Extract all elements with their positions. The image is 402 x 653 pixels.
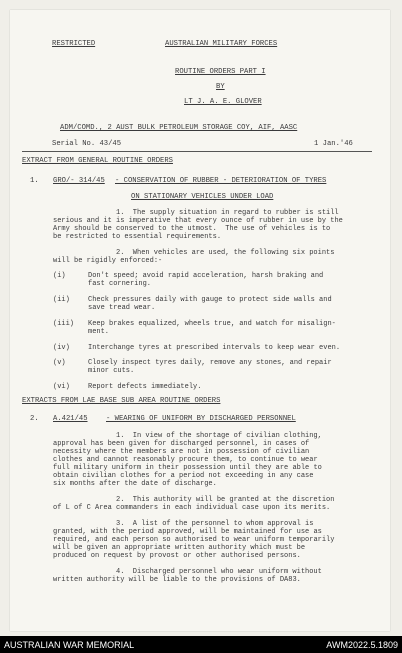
point-iv-line1: Interchange tyres at prescribed intervals to keep wear even. bbox=[88, 344, 341, 352]
section1-title-line1: - CONSERVATION OF RUBBER - DETERIORATION OF TYRES bbox=[115, 177, 327, 185]
orders-title: ROUTINE ORDERS PART I bbox=[175, 68, 266, 76]
section1-title-line2: ON STATIONARY VEHICLES UNDER LOAD bbox=[131, 193, 274, 201]
s1-p1-l2: serious and it is imperative that every ounce of rubber in use by the bbox=[53, 217, 343, 225]
s2-p1-l7: six months after the date of discharge. bbox=[53, 480, 217, 488]
point-i-line2: fast cornering. bbox=[88, 280, 152, 288]
serial-number: Serial No. 43/45 bbox=[52, 140, 122, 148]
archive-footer bbox=[0, 636, 402, 653]
s2-p3-l4: will be given an appropriate written authority which must be bbox=[53, 544, 306, 552]
s2-p2-l1: 2. This authority will be granted at the discretion bbox=[116, 496, 335, 504]
point-v-line1: Closely inspect tyres daily, remove any stones, and repair bbox=[88, 359, 332, 367]
forces-title: AUSTRALIAN MILITARY FORCES bbox=[165, 40, 278, 48]
footer-accession-number: AWM2022.5.1809 bbox=[326, 640, 398, 650]
s2-p3-l1: 3. A list of the personnel to whom approval is bbox=[116, 520, 314, 528]
point-v-number: (v) bbox=[53, 359, 66, 367]
s2-p4-l2: written authority will be liable to the provisions of DA83. bbox=[53, 576, 301, 584]
s2-p2-l2: of L of C Area commanders in each individual case upon its merits. bbox=[53, 504, 331, 512]
section2-title: - WEARING OF UNIFORM BY DISCHARGED PERSONNEL bbox=[106, 415, 296, 423]
section2-ref: A.421/45 bbox=[53, 415, 88, 423]
point-iii-number: (iii) bbox=[53, 320, 75, 328]
point-iii-line1: Keep brakes equalized, wheels true, and watch for misalign- bbox=[88, 320, 336, 328]
s1-p1-l3: Army should be conserved to the utmost. The use of vehicles is to bbox=[53, 225, 331, 233]
footer-institution: AUSTRALIAN WAR MEMORIAL bbox=[4, 640, 135, 650]
point-vi-number: (vi) bbox=[53, 383, 70, 391]
order-date: 1 Jan.'46 bbox=[314, 140, 353, 148]
point-ii-line2: save tread wear. bbox=[88, 304, 156, 312]
section1-heading: EXTRACT FROM GENERAL ROUTINE ORDERS bbox=[22, 157, 173, 165]
s2-p1-l6: obtain civilian clothes for a period not exceeding in any case bbox=[53, 472, 314, 480]
s1-p1-l4: be restricted to essential requirements. bbox=[53, 233, 222, 241]
s1-p1-l1: 1. The supply situation in regard to rubber is still bbox=[116, 209, 339, 217]
s1-p2-l1: 2. When vehicles are used, the following six points bbox=[116, 249, 335, 257]
section2-number: 2. bbox=[30, 415, 39, 423]
s2-p4-l1: 4. Discharged personnel who wear uniform without bbox=[116, 568, 322, 576]
section1-number: 1. bbox=[30, 177, 39, 185]
point-ii-line1: Check pressures daily with gauge to protect side walls and bbox=[88, 296, 332, 304]
s1-p2-l2: will be rigidly enforced:- bbox=[53, 257, 163, 265]
s2-p1-l5: full military uniform in their possession until they are able to bbox=[53, 464, 322, 472]
s2-p1-l3: necessity where the members are not in possession of civilian bbox=[53, 448, 310, 456]
point-v-line2: minor cuts. bbox=[88, 367, 135, 375]
point-vi-line1: Report defects immediately. bbox=[88, 383, 202, 391]
s2-p1-l1: 1. In view of the shortage of civilian clothing, bbox=[116, 432, 322, 440]
s2-p1-l4: clothes and cannot reasonably procure them, to continue to wear bbox=[53, 456, 318, 464]
officer-name: LT J. A. E. GLOVER bbox=[184, 98, 262, 106]
point-iv-number: (iv) bbox=[53, 344, 70, 352]
unit-line: ADM/COMD., 2 AUST BULK PETROLEUM STORAGE COY, AIF, AASC bbox=[60, 124, 298, 132]
s2-p1-l2: approval has been given for discharged personnel, in cases of bbox=[53, 440, 310, 448]
point-i-number: (i) bbox=[53, 272, 66, 280]
s2-p3-l3: required, and each person so authorised to wear uniform temporarily bbox=[53, 536, 335, 544]
s2-p3-l2: granted, with the period approved, will be maintained for use as bbox=[53, 528, 322, 536]
point-iii-line2: ment. bbox=[88, 328, 110, 336]
by-label: BY bbox=[216, 83, 225, 91]
s2-p3-l5: produced on request by provost or other authorised persons. bbox=[53, 552, 301, 560]
header-divider bbox=[22, 151, 372, 152]
restricted-label: RESTRICTED bbox=[52, 40, 96, 48]
section1-ref: GRO/- 314/45 bbox=[53, 177, 105, 185]
point-i-line1: Don't speed; avoid rapid acceleration, harsh braking and bbox=[88, 272, 324, 280]
section2-heading: EXTRACTS FROM LAE BASE SUB AREA ROUTINE ORDERS bbox=[22, 397, 221, 405]
point-ii-number: (ii) bbox=[53, 296, 70, 304]
